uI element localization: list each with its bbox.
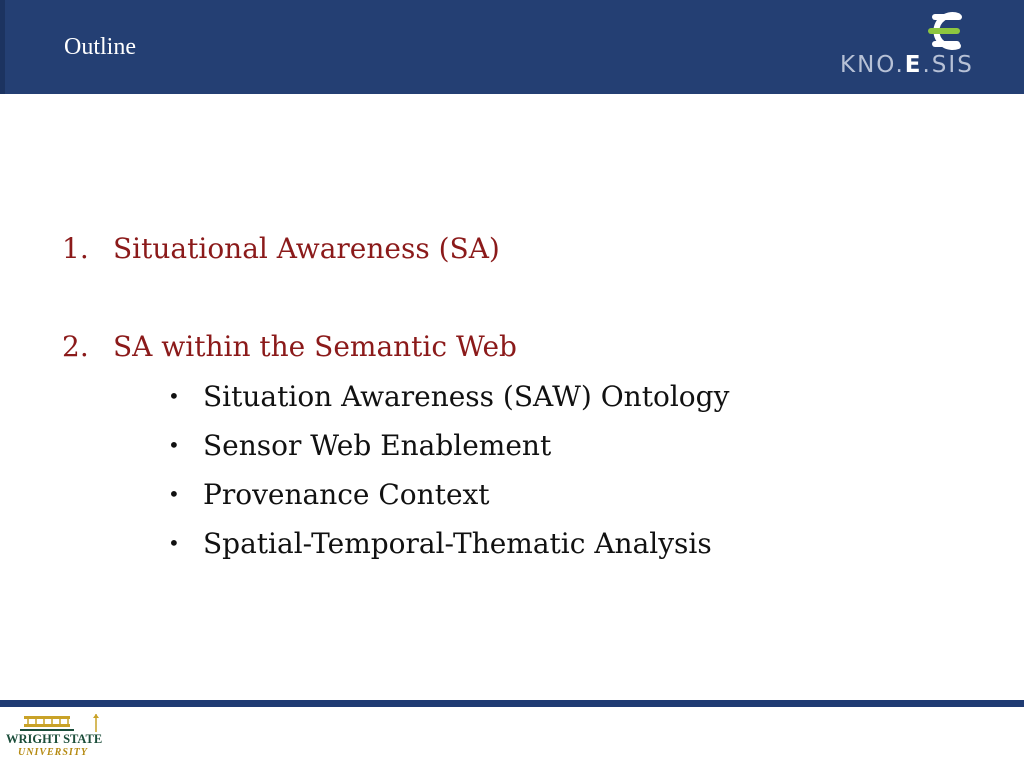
outline-subitem	[168, 526, 712, 561]
bullet-icon: •	[168, 531, 180, 555]
footer-bar	[0, 700, 1024, 707]
logo-suffix: .SIS	[922, 52, 974, 78]
bullet-icon: •	[168, 482, 180, 506]
university-subtitle: UNIVERSITY	[18, 747, 89, 758]
outline-item-label: SA within the Semantic Web	[113, 330, 517, 363]
bullet-icon: •	[168, 384, 180, 408]
knoesis-logo	[840, 8, 1004, 88]
outline-subitem-label: Situation Awareness (SAW) Ontology	[203, 380, 730, 413]
outline-subitem-label: Provenance Context	[203, 478, 490, 511]
wright-flyer-icon	[20, 712, 104, 734]
outline-subitem	[168, 428, 551, 463]
logo-accent: E	[904, 52, 923, 78]
wright-state-logo	[6, 712, 106, 762]
outline-item	[62, 232, 500, 266]
outline-item-number: 1.	[62, 232, 89, 265]
slide-title: Outline	[64, 34, 136, 60]
knoesis-e-mark-icon	[840, 8, 1004, 52]
header-edge-accent	[0, 0, 5, 94]
outline-subitem-label: Spatial-Temporal-Thematic Analysis	[203, 527, 712, 560]
knoesis-wordmark	[840, 52, 1004, 78]
university-name: WRIGHT STATE	[6, 732, 103, 746]
outline-subitem-label: Sensor Web Enablement	[203, 429, 552, 462]
bullet-icon: •	[168, 433, 180, 457]
outline-item-label: Situational Awareness (SA)	[113, 232, 500, 265]
outline-subitem	[168, 379, 729, 414]
outline-item-number: 2.	[62, 330, 89, 363]
outline-item	[62, 330, 517, 364]
logo-prefix: KNO.	[840, 52, 905, 78]
outline-subitem	[168, 477, 490, 512]
header-bar	[0, 0, 1024, 94]
